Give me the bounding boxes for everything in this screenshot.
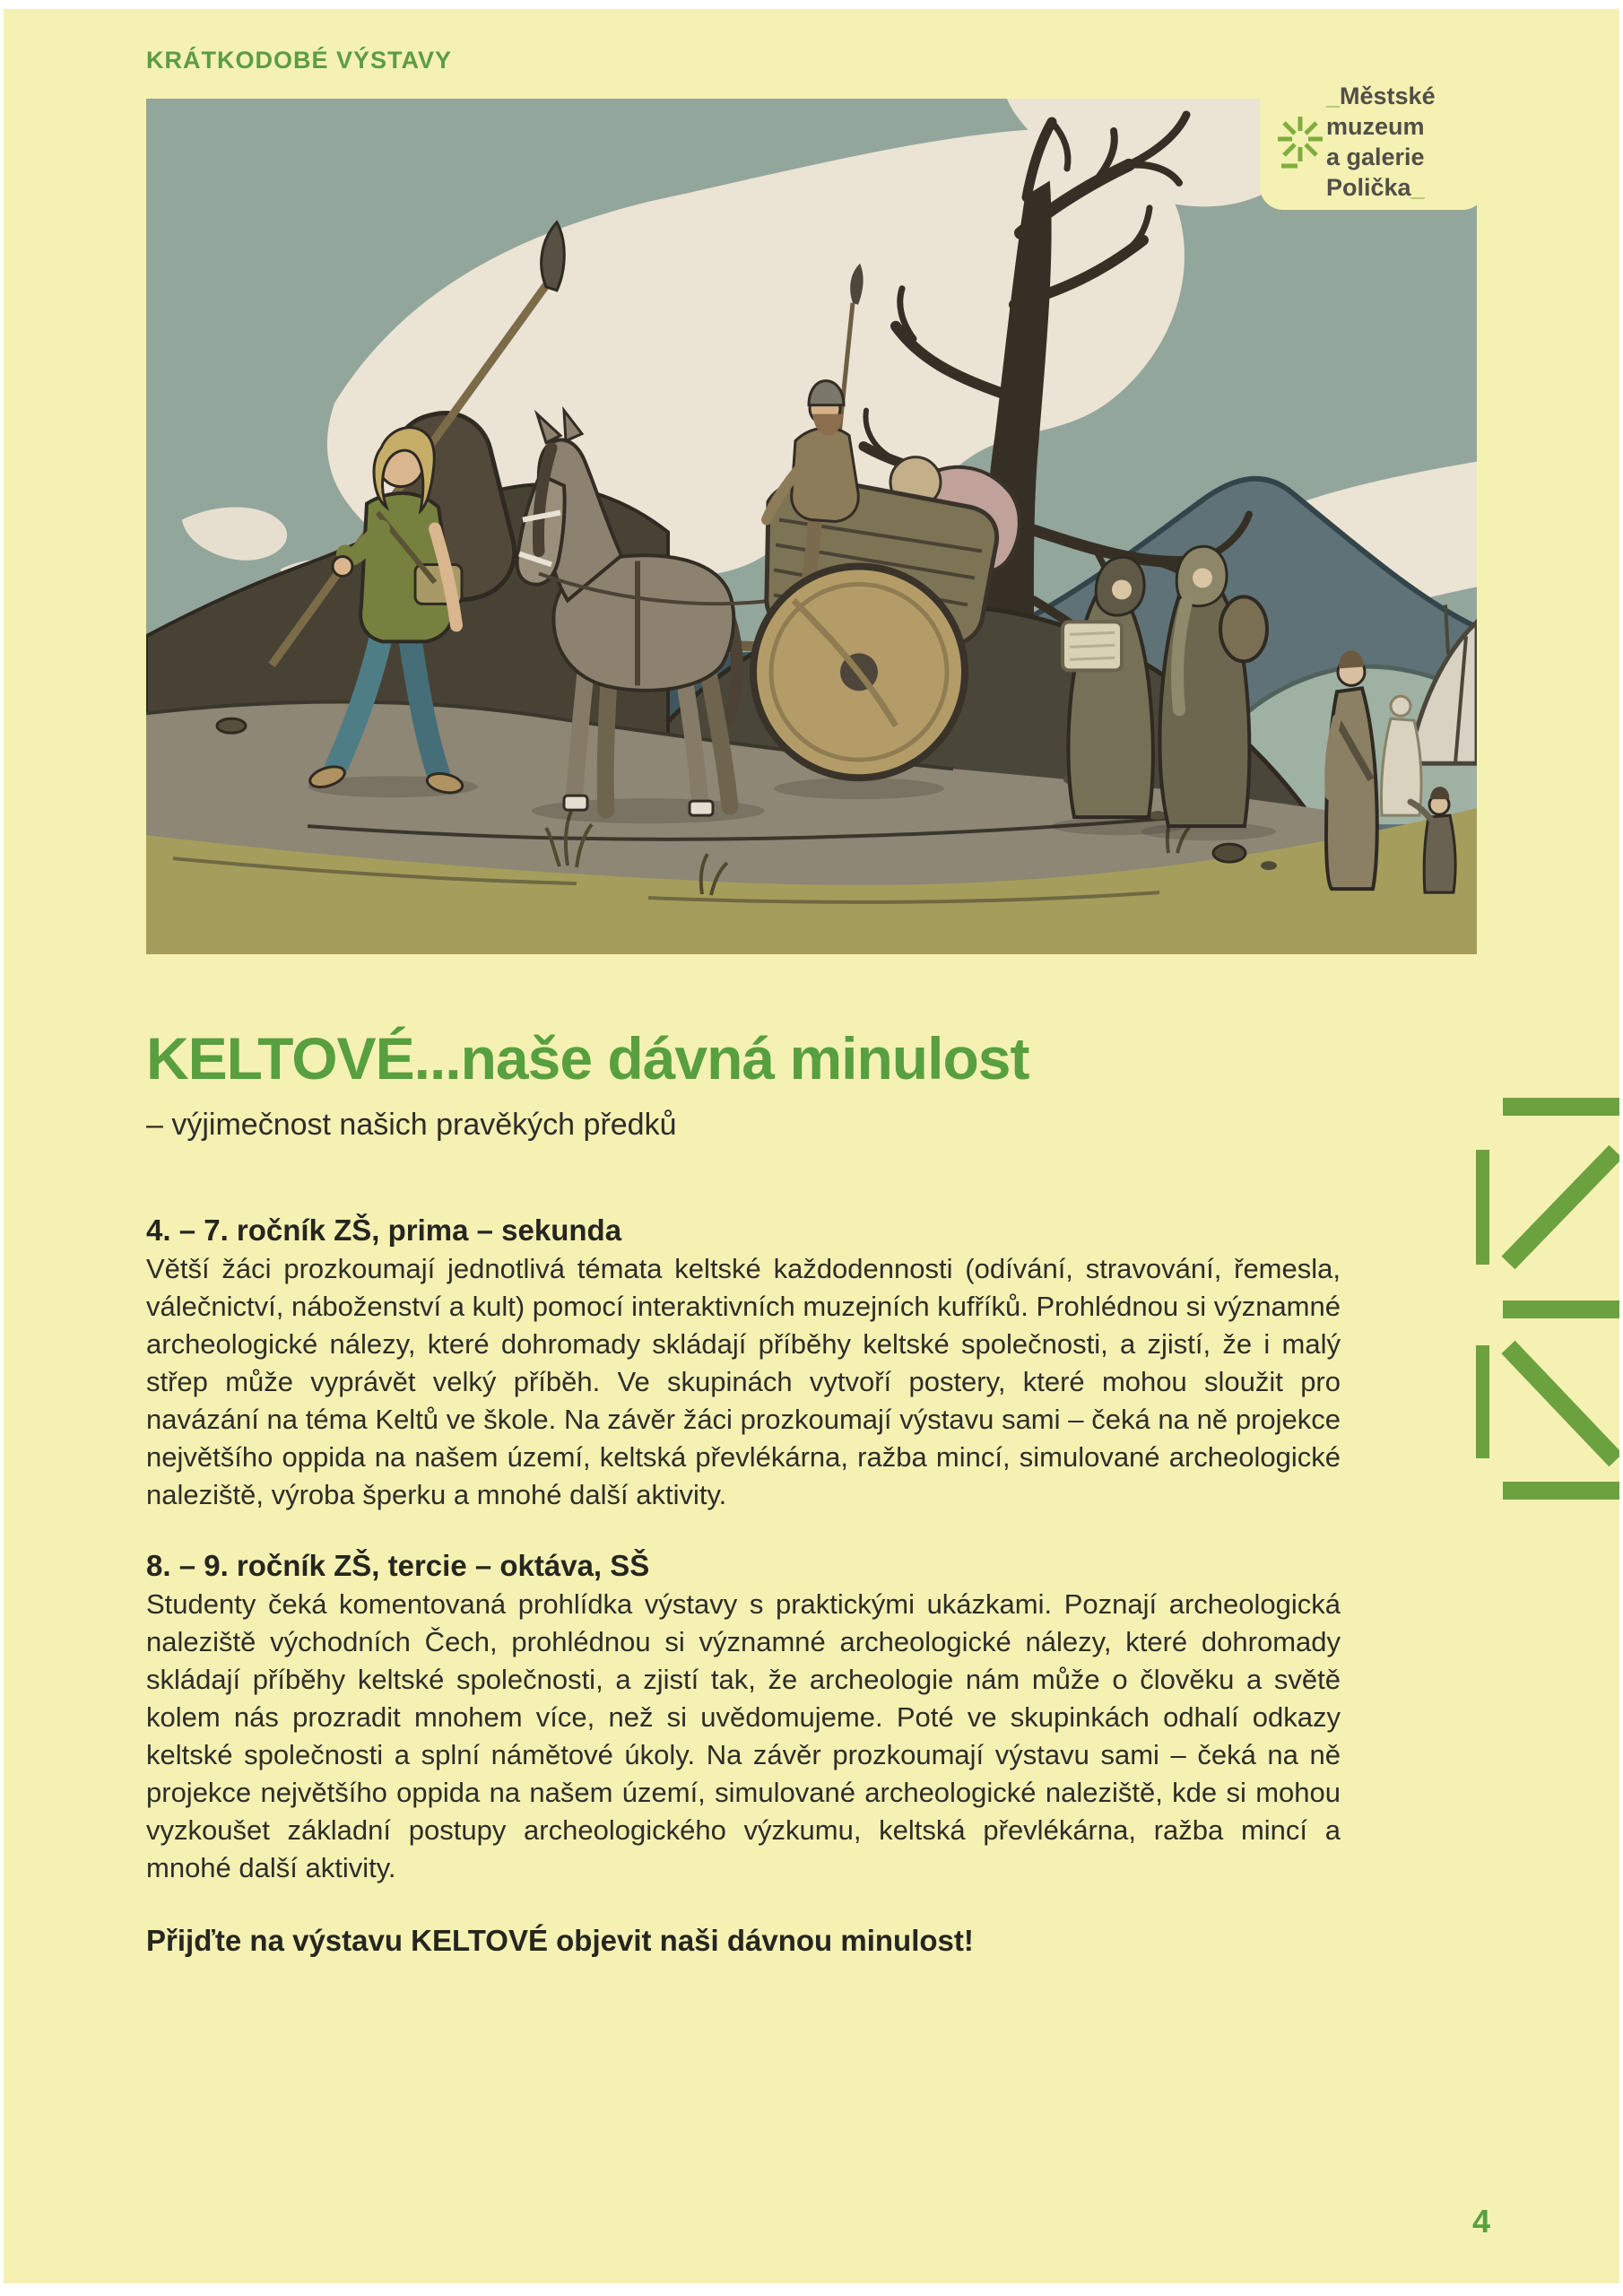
museum-logo-text: _Městské muzeum a galerie Polička_ [1326, 83, 1436, 201]
article [146, 1022, 1341, 1961]
section-body: Větší žáci prozkoumají jednotlivá témata keltské každodennosti (odívání, stravování, řemesla, válečnictví, náboženství a kult) pomocí interaktivních muzejních kufříků. Prohlédnou si významné archeologické nálezy, které dohromady skládají příběhy keltské společnosti, a zjistí, že i malý střep může vyprávět velký příběh. Ve skupinách vytvoří postery, které mohou sloužit pro navázání na téma Keltů ve škole. Na závěr žáci prozkoumají výstavu sami – čeká na ně projekce největšího oppida na našem území, keltská převlékárna, ražba mincí, simulované archeologické naleziště, výroba šperku a mnohé další aktivity. [146, 1253, 1341, 1510]
celts-illustration [146, 99, 1477, 954]
half-star-ornament-icon [1476, 1087, 1619, 1501]
logo-underscore: _ [1410, 174, 1425, 201]
section-grades-8-9 [146, 1546, 1341, 1887]
museum-star-icon [1274, 113, 1326, 169]
closing-invitation: Přijďte na výstavu KELTOVÉ objevit naši dávnou minulost! [146, 1924, 974, 1957]
page-number: 4 [1472, 2203, 1491, 2239]
section-body: Studenty čeká komentovaná prohlídka výstavy s praktickými ukázkami. Poznají archeologická naleziště východních Čech, prohlédnou si významné archeologické nálezy, které dohromady skládají příběhy keltské společnosti, a zjistí tak, že archeologie nám může o člověku a světě kolem nás prozradit mnohem více, než si uvědomujeme. Poté ve skupinkách odhalí odkazy keltské společnosti a splní námětové úkoly. Na závěr prozkoumají výstavu sami – čeká na ně projekce největšího oppida na našem území, simulované archeologické naleziště, kde si mohou vyzkoušet základní postupy archeologického výzkumu, keltská převlékárna, ražba mincí a mnohé další aktivity. [146, 1588, 1341, 1883]
page-header-kicker: KRÁTKODOBÉ VÝSTAVY [146, 47, 453, 74]
page-subtitle: – výjimečnost našich pravěkých předků [146, 1108, 677, 1142]
section-heading: 8. – 9. ročník ZŠ, tercie – oktáva, SŠ [146, 1549, 650, 1582]
section-heading: 4. – 7. ročník ZŠ, prima – sekunda [146, 1213, 622, 1247]
celtic-migration-scene [146, 99, 1477, 954]
museum-logo [1260, 74, 1486, 210]
section-grades-4-7 [146, 1211, 1341, 1514]
logo-underscore: _ [1326, 83, 1341, 109]
brochure-page [4, 9, 1619, 2283]
page-title: KELTOVÉ...naše dávná minulost [146, 1025, 1029, 1091]
